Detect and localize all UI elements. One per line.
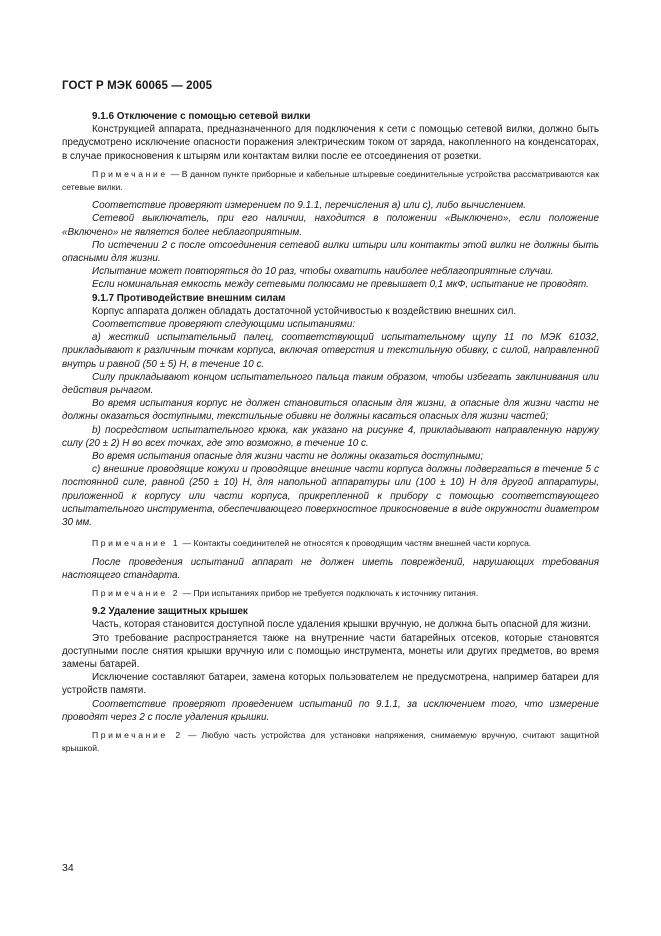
note-paragraph: [62, 168, 599, 194]
page-number: 34: [62, 862, 74, 874]
italic-paragraph: Во время испытания корпус не должен становиться опасным для жизни, а опасные для жизни части не должны оказаться доступными, текстильные обивки не должны касаться опасных для жизни частей;: [62, 398, 599, 423]
italic-paragraph: а) жесткий испытательный палец, соответствующий испытательному щупу 11 по МЭК 61032, прикладывают к различным точкам корпуса, включая отверстия и текстильную обивку, с силой, направленной внутрь и равной (50 ± 5) Н, в течение 10 с.: [62, 332, 599, 370]
note-paragraph: [62, 729, 599, 755]
section-heading: 9.2 Удаление защитных крышек: [92, 606, 248, 618]
body-paragraph: Корпус аппарата должен обладать достаточной устойчивостью к воздействию внешних сил.: [92, 305, 517, 317]
italic-paragraph: Если номинальная емкость между сетевыми полюсами не превышает 0,1 мкФ, испытание не проводят.: [92, 279, 589, 291]
document-header: ГОСТ Р МЭК 60065 — 2005: [62, 80, 213, 92]
italic-paragraph: Силу прикладывают концом испытательного пальца таким образом, чтобы избегать заклинивания или действия рычагом.: [62, 371, 599, 397]
italic-paragraph: Соответствие проверяют проведением испытаний по 9.1.1, за исключением того, что измерение проводят через 2 с после удаления крышки.: [62, 698, 599, 723]
section-heading: 9.1.6 Отключение с помощью сетевой вилки: [92, 111, 311, 122]
italic-paragraph: После проведения испытаний аппарат не должен иметь повреждений, нарушающих требования настоящего стандарта.: [62, 556, 599, 581]
note-paragraph: [62, 587, 599, 600]
italic-paragraph: Во время испытания опасные для жизни части не должны оказаться доступными;: [92, 451, 484, 463]
note-paragraph: [62, 537, 599, 550]
italic-paragraph: Испытание может повторяться до 10 раз, чтобы охватить наиболее неблагоприятные случаи.: [92, 266, 554, 278]
italic-paragraph: Соответствие проверяют измерением по 9.1.1, перечисления а) или с), либо вычислением.: [92, 200, 527, 212]
body-paragraph: Это требование распространяется также на внутренние части батарейных отсеков, которые становятся доступными после снятия крышки вручную или с помощью инструмента, монеты или других предметов, во время замены батарей.: [62, 632, 599, 670]
body-paragraph: Конструкцией аппарата, предназначенного для подключения к сети с помощью сетевой вилки, должно быть предусмотрено исключение опасности поражения электрическим током от заряда, накопленного на конденсаторах, в случае прикосновения к штырям или контактам вилки после ее отсоединения от розетки.: [62, 124, 599, 162]
section-heading: 9.1.7 Противодействие внешним силам: [92, 292, 286, 304]
body-paragraph: Исключение составляют батареи, замена которых пользователем не предусмотрена, например батареи для устройств памяти.: [62, 672, 599, 697]
note-label: Примечание 1: [92, 538, 181, 549]
italic-paragraph: Сетевой выключатель, при его наличии, находится в положении «Выключено», если положение «Включено» не является более неблагоприятным.: [62, 213, 599, 238]
italic-paragraph: По истечении 2 с после отсоединения сетевой вилки штыри или контакты этой вилки не должны быть опасными для жизни.: [62, 239, 599, 265]
italic-paragraph: с) внешние проводящие кожухи и проводящие внешние части корпуса должны подвергаться в течение 5 с постоянной силе, равной (250 ± 10) Н, для напольной аппаратуры или (100 ± 10) Н для другой аппаратуры, приложенной к корпусу или части корпуса, прикрепленной к прибору с помощью соответствующего испытательного инструмента, обеспечивающего поверхностное прикосновение в виде окружности диаметром 30 мм.: [62, 464, 599, 529]
note-text: — Контакты соединителей не относятся к проводящим частям внешней части корпуса.: [180, 538, 532, 549]
note-label: Примечание 2: [92, 729, 183, 740]
note-label: Примечание: [92, 168, 168, 179]
italic-paragraph: b) посредством испытательного крюка, как указано на рисунке 4, прикладывают направленную наружу силу (20 ± 2) Н во всех точках, где это возможно, в течение 10 с.: [62, 424, 599, 449]
document-body: [62, 110, 599, 755]
italic-paragraph: Соответствие проверяют следующими испытаниями:: [92, 319, 356, 331]
note-text: — При испытаниях прибор не требуется подключать к источнику питания.: [180, 587, 479, 598]
body-paragraph: Часть, которая становится доступной после удаления крышки вручную, не должна быть опасной для жизни.: [92, 619, 591, 631]
note-label: Примечание 2: [92, 587, 181, 598]
note-text: — В данном пункте приборные и кабельные штыревые соединительные устройства рассматриваются как сетевые вилки.: [62, 168, 599, 193]
note-text: — Любую часть устройства для установки напряжения, снимаемую вручную, считают защитной крышкой.: [62, 729, 599, 754]
